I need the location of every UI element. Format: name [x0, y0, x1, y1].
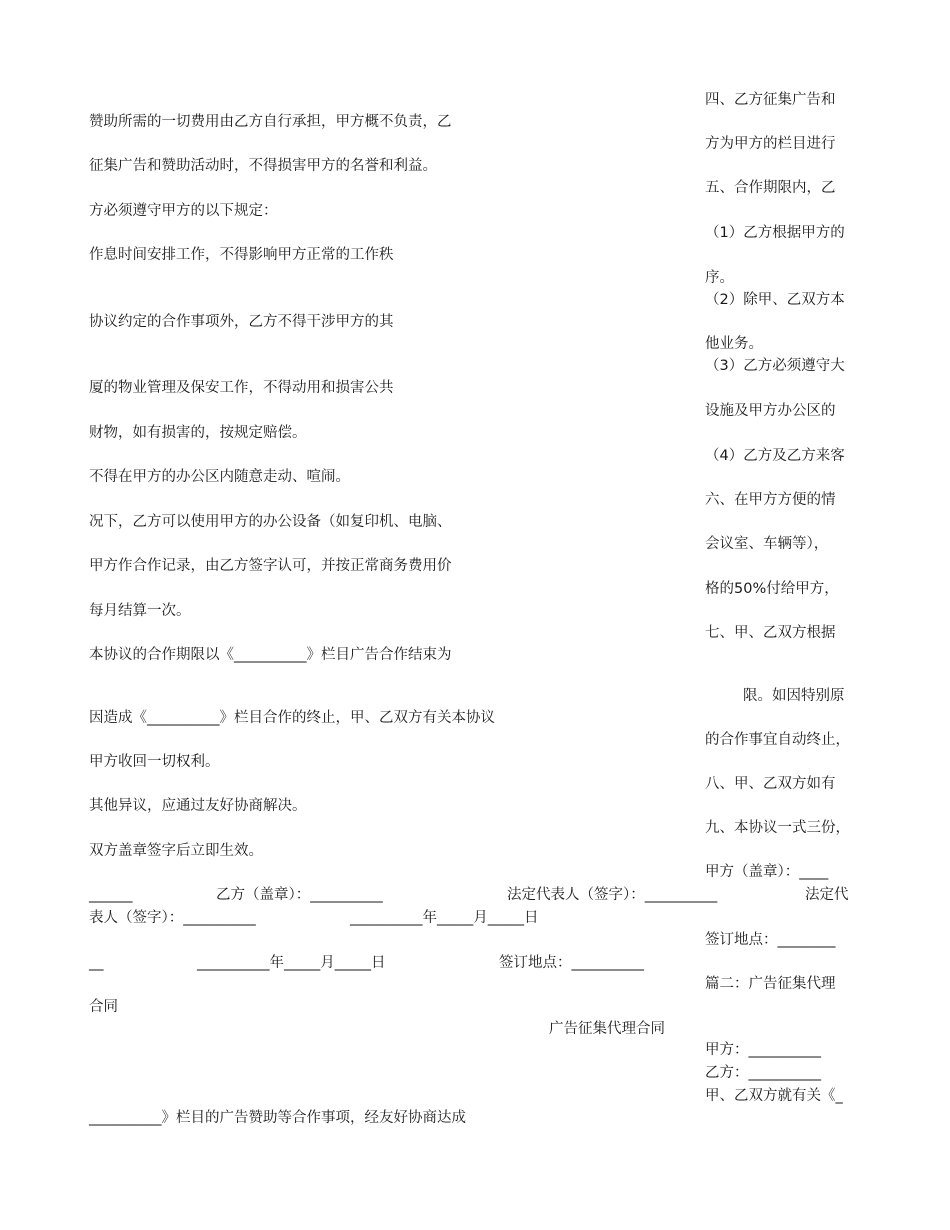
right-col-line: （4）乙方及乙方来客 — [705, 448, 845, 464]
left-col-line: 不得在甲方的办公区内随意走动、喧闹。 — [89, 469, 350, 485]
right-col-line: 篇二：广告征集代理 — [705, 976, 836, 992]
left-col-line: 征集广告和赞助活动时，不得损害甲方的名誉和利益。 — [89, 158, 437, 174]
left-col-line: 双方盖章签字后立即生效。 — [89, 843, 263, 859]
right-col-line: 设施及甲方办公区的 — [705, 403, 836, 419]
right-col-line: 乙方：__________ — [705, 1065, 821, 1081]
left-col-line: 协议约定的合作事项外，乙方不得干涉甲方的其 — [89, 314, 394, 330]
signature-blank: __ — [89, 955, 104, 971]
signing-date: __________年_____月_____日 — [197, 955, 386, 971]
right-col-line: 限。如因特别原 — [743, 688, 845, 704]
right-col-line: 九、本协议一式三份， — [705, 820, 850, 836]
party-b-seal: 乙方（盖章）：__________ — [216, 887, 383, 903]
right-col-line: 格的50%付给甲方， — [705, 581, 839, 597]
right-col-line: （3）乙方必须遵守大 — [705, 358, 845, 374]
contract-title: 广告征集代理合同 — [549, 1021, 665, 1037]
legal-rep-signature-cont: 表人（签字）：__________ — [89, 910, 256, 926]
left-col-line: 因造成《__________》栏目合作的终止，甲、乙双方有关本协议 — [89, 710, 495, 726]
left-col-line: 赞助所需的一切费用由乙方自行承担，甲方概不负责，乙 — [89, 114, 452, 130]
legal-rep-signature: 法定代表人（签字）：__________ — [507, 887, 718, 903]
right-col-line: 方为甲方的栏目进行 — [705, 136, 836, 152]
right-col-line: 五、合作期限内，乙 — [705, 180, 836, 196]
signing-date: __________年_____月_____日 — [350, 910, 539, 926]
left-col-line: 财物，如有损害的，按规定赔偿。 — [89, 425, 307, 441]
right-col-line: 签订地点：________ — [705, 932, 836, 948]
right-col-line: （2）除甲、乙双方本 — [705, 292, 845, 308]
right-col-line: 甲方：__________ — [705, 1042, 821, 1058]
left-col-line: 作息时间安排工作，不得影响甲方正常的工作秩 — [89, 247, 394, 263]
contract-word: 合同 — [89, 999, 118, 1015]
right-col-line: 八、甲、乙双方如有 — [705, 776, 836, 792]
signature-blank: ______ — [89, 887, 133, 903]
left-col-line: 本协议的合作期限以《__________》栏目广告合作结束为 — [89, 647, 452, 663]
right-col-line: 会议室、车辆等）， — [705, 536, 829, 552]
right-col-line: 六、在甲方方便的情 — [705, 492, 836, 508]
right-col-line: 的合作事宜自动终止， — [705, 732, 850, 748]
left-col-line: 方必须遵守甲方的以下规定： — [89, 203, 278, 219]
right-col-line: 甲方（盖章）：____ — [705, 864, 829, 880]
right-col-line: 四、乙方征集广告和 — [705, 92, 836, 108]
right-col-line: 他业务。 — [705, 336, 763, 352]
left-col-line: 甲方作合作记录，由乙方签字认可，并按正常商务费用价 — [89, 558, 452, 574]
left-col-line: 甲方收回一切权利。 — [89, 754, 220, 770]
right-col-line: 七、甲、乙双方根据 — [705, 625, 836, 641]
right-col-line: 序。 — [705, 270, 734, 286]
left-col-line: 况下，乙方可以使用甲方的办公设备（如复印机、电脑、 — [89, 514, 452, 530]
left-col-line: 其他异议，应通过友好协商解决。 — [89, 798, 307, 814]
left-col-line: 厦的物业管理及保安工作，不得动用和损害公共 — [89, 380, 394, 396]
left-col-line: 每月结算一次。 — [89, 603, 191, 619]
right-col-line: （1）乙方根据甲方的 — [705, 225, 845, 241]
right-col-line: 甲、乙双方就有关《_ — [705, 1088, 843, 1104]
legal-rep-fragment: 法定代 — [805, 887, 849, 903]
body-text-line: __________》栏目的广告赞助等合作事项，经友好协商达成 — [89, 1110, 466, 1126]
signing-location: 签订地点：__________ — [499, 955, 644, 971]
